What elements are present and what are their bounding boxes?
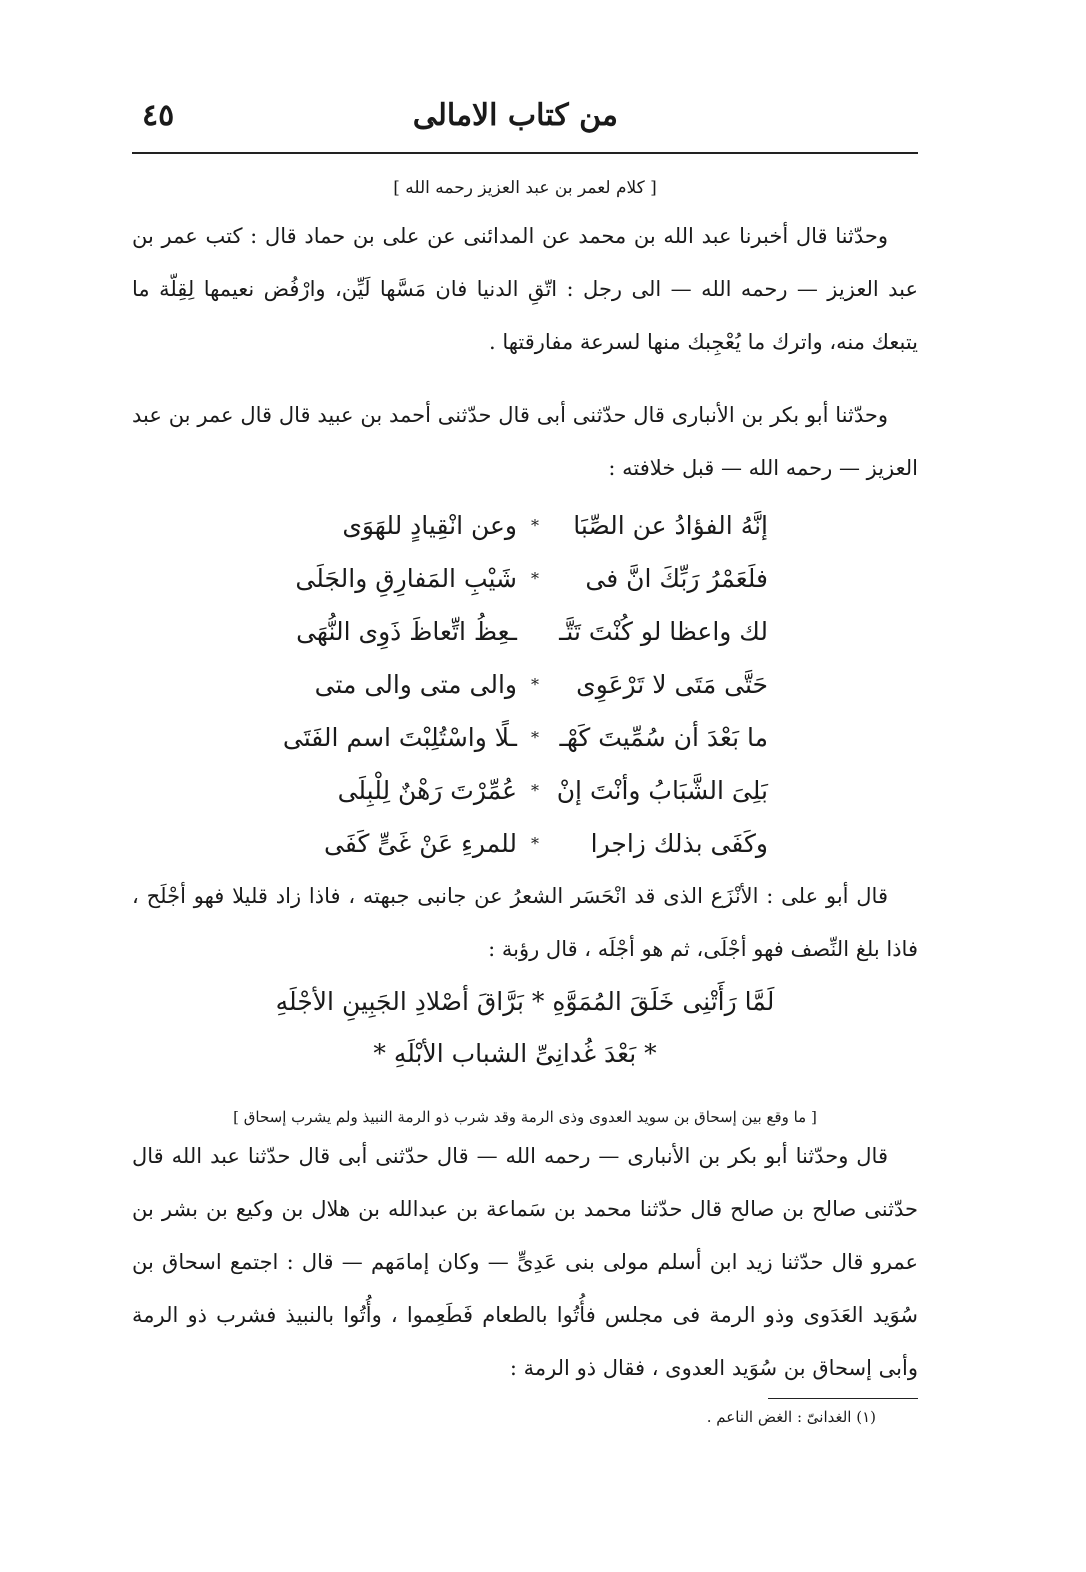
verse-first-hemistich: فلَعَمْرُ رَبِّكَ انَّ فى [585,564,768,593]
verse-separator: * [531,834,539,853]
verse-second-hemistich: والى متى والى متى [314,670,517,699]
poem-verse [288,552,768,605]
verse-second-hemistich: عُمِّرْتَ رَهْنٌ لِلْبِلَى [337,776,517,805]
verse-separator: * [531,781,539,800]
verse-first-hemistich: إنَّهُ الفؤادُ عن الصِّبَا [573,511,768,540]
verse-second-hemistich: وعن انْقِيادٍ للهَوَى [342,511,517,540]
verse-second-hemistich: ـلًا واسْتُلِبْتَ اسم الفَتَى [282,723,517,752]
footnote-divider [768,1398,918,1399]
poem-verse [288,658,768,711]
section-heading-umar: [ كلام لعمر بن عبد العزيز رحمه الله ] [393,178,657,198]
verse-separator [517,605,553,658]
section-heading-ishaq: [ ما وقع بين إسحاق بن سويد العدوى وذى الرمة وقد شرب ذو الرمة النبيذ ولم يشرب إسحاق ] [233,1108,817,1126]
verse-separator: * [531,728,539,747]
verse-first-hemistich: لك واعظا لو كُنْتَ تَتَّـ [559,617,768,646]
poem-verse [288,764,768,817]
poem [132,499,918,870]
poem-verse [288,499,768,552]
verse-second-hemistich: ـعِظُ اتِّعاظَ ذَوِى النُّهَى [296,617,517,646]
verse-first-hemistich: بَلِىَ الشَّبَابُ وأنْتَ إنْ [556,776,768,805]
paragraph-abu-ali: قال أبو على : الأنْزَع الذى قد انْحَسَر الشعرُ عن جانبى جبهته ، فاذا زاد قليلا فهو أجْلَح ، فاذا بلغ النِّصف فهو أجْلَى، ثم هو أجْلَه ، قال رؤبة : [132,884,918,961]
rajaz-line: لَمَّا رَأَتْنِى خَلَقَ المُمَوَّهِ * بَرَّاقَ أصْلادِ الجَبِينِ الأجْلَهِ [275,987,775,1016]
paragraph-ishaq-story: قال وحدّثنا أبو بكر بن الأنبارى — رحمه الله — قال حدّثنى أبى قال حدّثنا عبد الله قال حدّثنى صالح بن صالح قال حدّثنا محمد بن سَماعة بن عبدالله بن هلال بن وكيع بن بشر بن عمرو قال حدّثنا زيد ابن أسلم مولى بنى عَدِىٍّ — وكان إمامَهم — قال : اجتمع اسحاق بن سُوَيد العَدَوى وذو الرمة فى مجلس فأُتُوا بالطعام فَطَعِموا ، وأُتُوا بالنبيذ فشرب ذو الرمة وأبى إسحاق بن سُوَيد العدوى ، فقال ذو الرمة : [132,1144,918,1380]
verse-second-hemistich: شَيْبِ المَفارِقِ والجَلَى [295,564,517,593]
verse-first-hemistich: وكَفَى بذلك زاجرا [590,829,768,858]
poem-verse [282,711,768,764]
page-header [132,92,918,154]
footnote: (١) الغدانىّ : الغض الناعم . [706,1408,876,1426]
verse-first-hemistich: ما بَعْدَ أن سُمِّيتَ كَهْـ [559,723,768,752]
poem-verse [288,817,768,870]
paragraph-poem-intro: وحدّثنا أبو بكر بن الأنبارى قال حدّثنى أبى قال حدّثنى أحمد بن عبيد قال قال عمر بن عبد العزيز — رحمه الله — قبل خلافته : [132,403,918,480]
verse-separator: * [531,516,539,535]
poem-verse [288,605,768,658]
page-number: ٤٥ [142,98,175,133]
verse-separator: * [531,569,539,588]
page-body [132,178,918,1395]
running-title: من كتاب الامالى [412,98,618,133]
verse-separator: * [531,675,539,694]
rajaz-verses [132,976,918,1080]
verse-second-hemistich: للمرءِ عَنْ غَىٍّ كَفَى [324,829,517,858]
verse-first-hemistich: حَتَّى مَتَى لا تَرْعَوِى [576,670,768,699]
paragraph-umar-letter: وحدّثنا قال أخبرنا عبد الله بن محمد عن المدائنى عن على بن حماد قال : كتب عمر بن عبد العزيز — رحمه الله — الى رجل : اتّقِ الدنيا فان مَسَّها لَيِّن، وارْفُض نعيمها لِقِلّة ما يتبعك منه، واترك ما يُعْجِبك منها لسرعة مفارقتها . [132,224,918,354]
rajaz-line: * بَعْدَ غُدانِىِّ الشباب الأبْلَهِ * [373,1039,657,1068]
